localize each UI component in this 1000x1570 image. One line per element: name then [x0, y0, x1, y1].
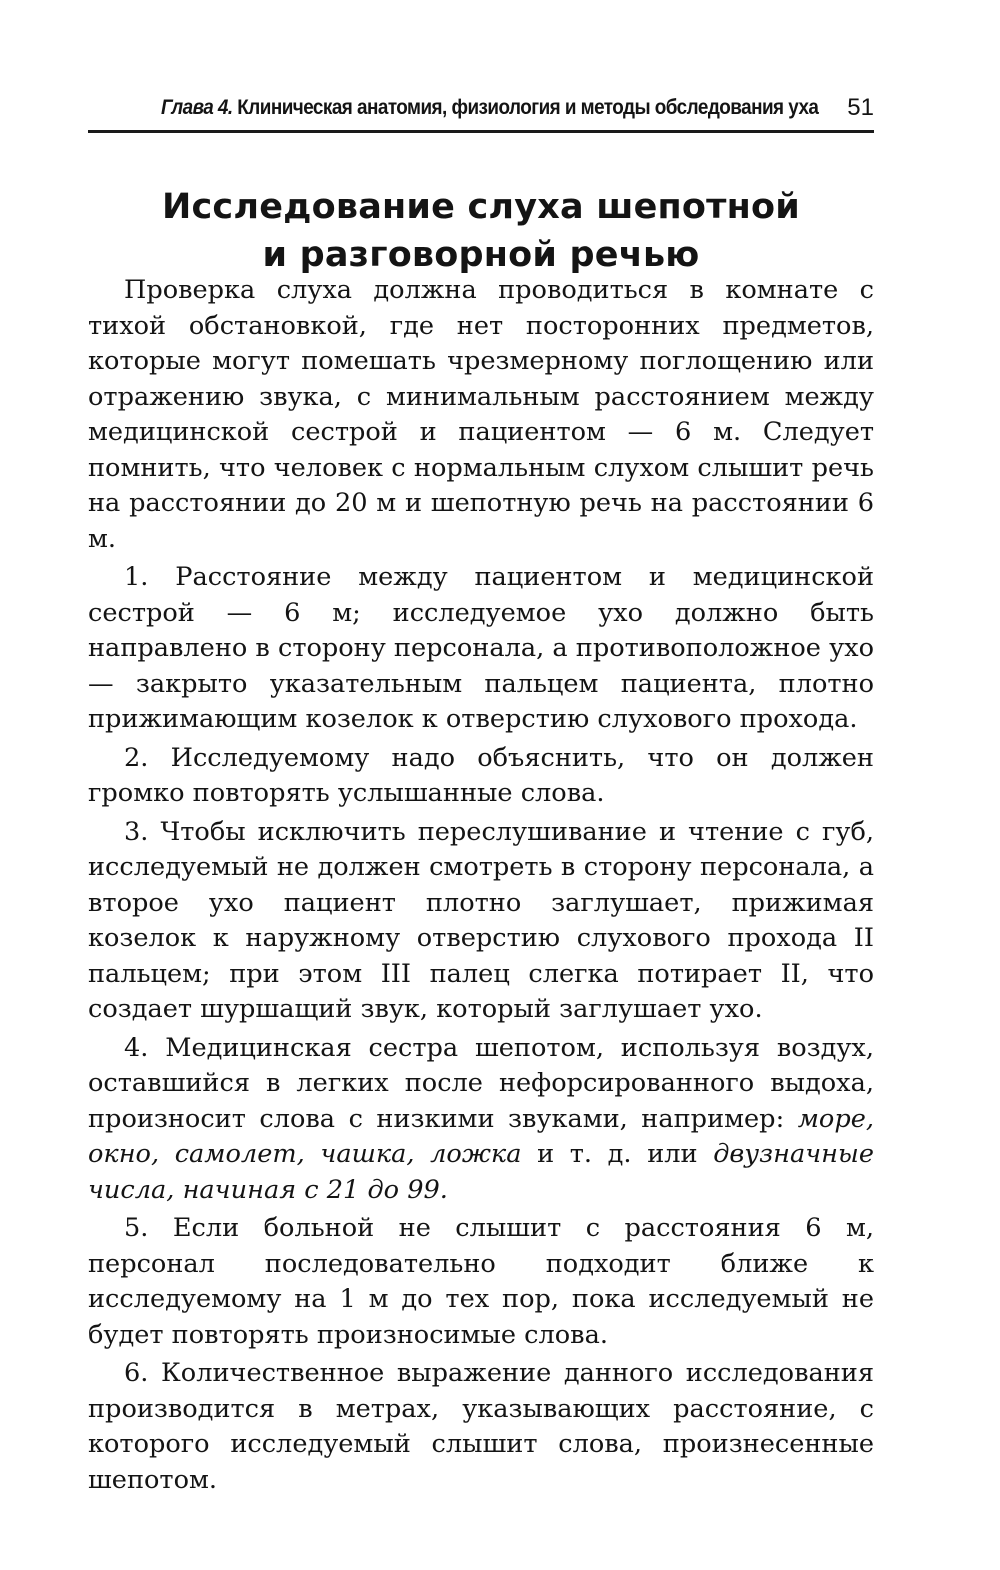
step-4-text-a: 4. Медицинская сестра шепотом, используя воздух, оставшийся в легких после нефорсированного выдоха, произносит слова с низкими звуками, например: [88, 1032, 874, 1134]
step-4-text-b: и т. д. или [521, 1139, 714, 1169]
paragraph-step-3: 3. Чтобы исключить переслушивание и чтение с губ, исследуемый не должен смотреть в сторону персонала, а второе ухо пациент плотно заглушает, прижимая козелок к наружному отверстию слухового прохода II пальцем; при этом III палец слегка потирает II, что создает шуршащий звук, который заглушает ухо. [88, 816, 874, 1024]
paragraph-intro: Проверка слуха должна проводиться в комнате с тихой обстановкой, где нет посторонних предметов, которые могут помешать чрезмерному поглощению или отражению звука, с минимальным расстоянием между медицинской сестрой и пациентом — 6 м. Следует помнить, что человек с нормальным слухом слышит речь на расстоянии до 20 м и шепотную речь на расстоянии 6 м. [88, 275, 874, 554]
page-number: 51 [847, 94, 874, 121]
body-text [88, 273, 874, 1501]
chapter-label: Глава 4. [160, 96, 233, 119]
section-title [88, 183, 874, 279]
section-title-line-2: и разговорной речью [262, 235, 700, 276]
step-4-example-words: море, окно, самолет, чашка, ложка [88, 1103, 874, 1169]
step-4-example-numbers: двузначные числа, начиная с 21 до 99. [88, 1139, 874, 1205]
section-title-line-1: Исследование слуха шепотной [161, 187, 800, 228]
paragraph-step-5: 5. Если больной не слышит с расстояния 6 м, персонал последовательно подходит ближе к исследуемому на 1 м до тех пор, пока исследуемый не будет повторять произносимые слова. [88, 1213, 874, 1350]
paragraph-step-2: 2. Исследуемому надо объяснить, что он должен громко повторять услышанные слова. [88, 742, 874, 808]
chapter-title: Клиническая анатомия, физиология и методы обследования уха [236, 96, 818, 119]
paragraph-step-6: 6. Количественное выражение данного исследования производится в метрах, указывающих расстояние, с которого исследуемый слышит слова, произнесенные шепотом. [88, 1358, 874, 1495]
running-header-text [161, 96, 818, 120]
paragraph-step-1: 1. Расстояние между пациентом и медицинской сестрой — 6 м; исследуемое ухо должно быть направлено в сторону персонала, а противоположное ухо — закрыто указательным пальцем пациента, плотно прижимающим козелок к отверстию слухового прохода. [88, 562, 874, 734]
running-header [88, 90, 874, 133]
paragraph-step-4 [88, 1031, 874, 1209]
